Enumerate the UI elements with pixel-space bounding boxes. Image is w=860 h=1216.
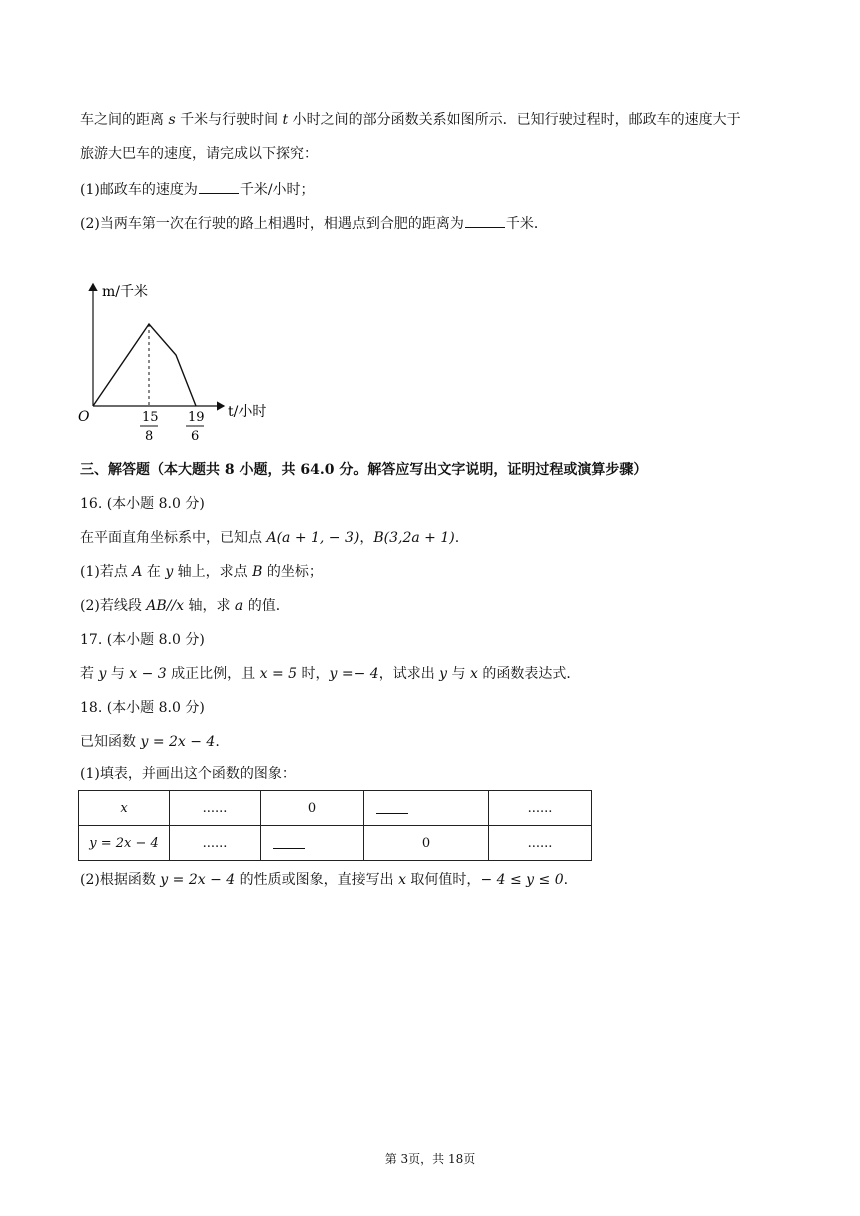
table-cell: ...... — [170, 826, 261, 861]
text-span: 的值． — [243, 598, 290, 614]
question-1 — [80, 180, 315, 200]
question-2 — [80, 214, 548, 234]
text-span: 轴上，求点 — [173, 564, 253, 580]
q16-part-1 — [80, 562, 323, 582]
text-span: 已知函数 — [80, 734, 141, 750]
tick2-denominator: 6 — [191, 429, 200, 444]
answer-blank[interactable] — [465, 215, 505, 228]
text-span: . — [563, 872, 569, 888]
origin-label: O — [78, 409, 90, 425]
q18-header: 18. (本小题 8.0 分) — [80, 700, 205, 716]
function-expr: y = 2x − 4 — [140, 734, 216, 750]
q18-stem — [80, 732, 220, 752]
math-span: x — [469, 666, 478, 682]
table-row-y — [79, 826, 592, 861]
intro-line-1 — [80, 110, 741, 130]
answer-blank[interactable] — [273, 834, 305, 849]
table-blank-cell[interactable] — [261, 826, 364, 861]
intro-line-2: 旅游大巴车的速度，请完成以下探究： — [80, 146, 318, 162]
inequality: − 4 ≤ y ≤ 0 — [480, 872, 564, 888]
table-cell: ...... — [489, 826, 592, 861]
var-y: y — [165, 564, 174, 580]
table-cell: ...... — [489, 791, 592, 826]
text-span: . — [454, 530, 460, 546]
section-3-heading — [80, 460, 647, 480]
var-B: B — [252, 564, 263, 580]
var-a: a — [234, 598, 244, 614]
math-span: x = 5 — [259, 666, 298, 682]
math-span: x − 3 — [129, 666, 167, 682]
function-expr: y = 2x − 4 — [160, 872, 236, 888]
var-t: t — [282, 112, 289, 128]
text-span: 千米与行驶时间 — [180, 112, 279, 128]
math-span: y — [439, 666, 448, 682]
segment-ab: AB//x — [146, 598, 185, 614]
text-span: 若 — [80, 666, 99, 682]
tick2-numerator: 19 — [188, 410, 205, 425]
tick1-numerator: 15 — [142, 410, 159, 425]
text-span: 千米． — [505, 216, 548, 232]
q16-header: 16. (本小题 8.0 分) — [80, 496, 205, 512]
text-span: 时， — [297, 666, 330, 682]
q17-stem — [80, 664, 580, 684]
text-span: 在 — [142, 564, 166, 580]
text-span: 小时之间的部分函数关系如图所示．已知行驶过程时，邮政车的速度大于 — [292, 112, 741, 128]
text-span: ，试求出 — [378, 666, 440, 682]
value-table — [78, 790, 592, 861]
q16-part-2 — [80, 596, 290, 616]
math-span: y =− 4 — [329, 666, 379, 682]
question-count: 8 — [224, 462, 235, 478]
table-cell: ...... — [170, 791, 261, 826]
text-span: 分。解答应写出文字说明，证明过程或演算步骤） — [334, 462, 648, 478]
page-footer: 第 3页，共 18页 — [384, 1152, 476, 1166]
text-span: (1)若点 — [80, 564, 133, 580]
q18-part-1: (1)填表，并画出这个函数的图象： — [80, 766, 296, 782]
text-span: 千米/小时； — [239, 182, 315, 198]
point-b: B(3,2a + 1) — [373, 530, 455, 546]
answer-blank[interactable] — [199, 181, 239, 194]
text-span: 小题，共 — [234, 462, 301, 478]
table-cell: 0 — [364, 826, 489, 861]
table-cell: 0 — [261, 791, 364, 826]
var-s: s — [168, 112, 176, 128]
var-x: x — [398, 872, 406, 888]
text-span: 三、解答题（本大题共 — [80, 462, 225, 478]
q18-part-2 — [80, 870, 568, 890]
table-blank-cell[interactable] — [364, 791, 489, 826]
text-span: 轴，求 — [184, 598, 235, 614]
table-cell: y = 2x − 4 — [79, 826, 170, 861]
text-span: ， — [359, 530, 374, 546]
text-span: 的函数表达式． — [477, 666, 581, 682]
text-span: 取何值时， — [405, 872, 481, 888]
point-a: A(a + 1, − 3) — [266, 530, 360, 546]
text-span: 的坐标； — [262, 564, 323, 580]
total-score: 64.0 — [300, 462, 335, 478]
text-span: 成正比例，且 — [166, 666, 260, 682]
q17-header: 17. (本小题 8.0 分) — [80, 632, 205, 648]
table-cell: x — [79, 791, 170, 826]
table-row-x — [79, 791, 592, 826]
math-span: y — [98, 666, 107, 682]
text-span: 与 — [447, 666, 470, 682]
x-axis-label: t/小时 — [228, 404, 267, 420]
tick1-denominator: 8 — [145, 429, 154, 444]
y-axis-label: m/千米 — [102, 284, 148, 300]
text-span: (1)邮政车的速度为 — [80, 182, 198, 198]
var-A: A — [132, 564, 143, 580]
text-span: 的性质或图象，直接写出 — [235, 872, 399, 888]
text-span: 车之间的距离 — [80, 112, 164, 128]
text-span: . — [215, 734, 220, 750]
text-span: (2)根据函数 — [80, 872, 161, 888]
distance-time-graph — [72, 276, 312, 452]
text-span: (2)若线段 — [80, 598, 147, 614]
graph-polyline — [93, 324, 196, 406]
q16-stem — [80, 528, 459, 548]
answer-blank[interactable] — [376, 799, 408, 814]
text-span: (2)当两车第一次在行驶的路上相遇时，相遇点到合肥的距离为 — [80, 216, 464, 232]
text-span: 在平面直角坐标系中，已知点 — [80, 530, 267, 546]
text-span: 与 — [106, 666, 130, 682]
